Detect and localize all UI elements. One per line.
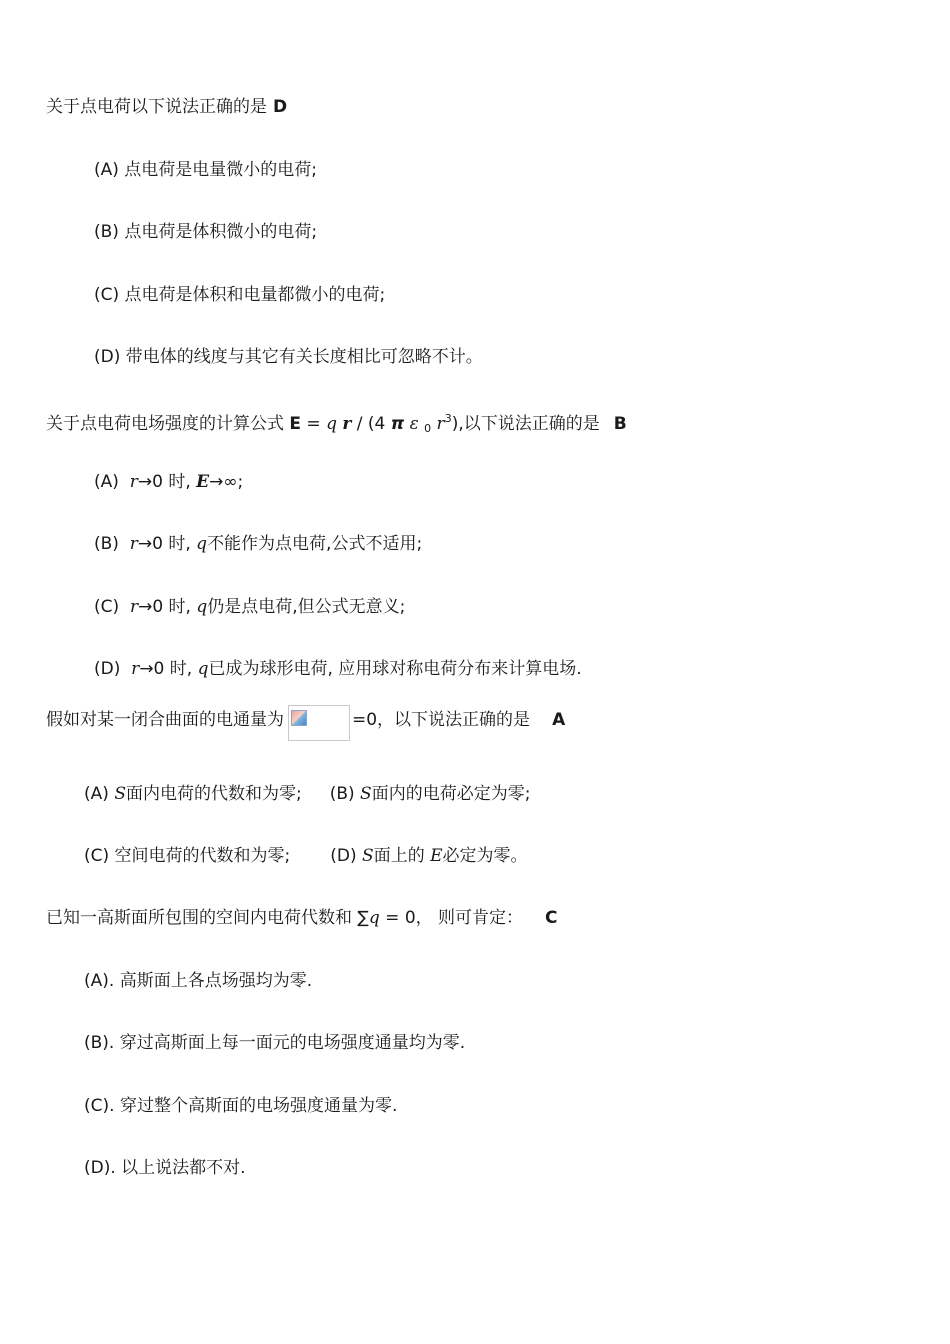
question-3-option-a: (A) S面内电荷的代数和为零; [84,784,302,804]
question-1-option-b: (B) 点电荷是体积微小的电荷; [94,222,318,242]
question-3-option-c: (C) 空间电荷的代数和为零; [84,846,291,866]
question-2-option-d: (D) r→0 时, q已成为球形电荷, 应用球对称电荷分布来计算电场. [94,659,582,679]
question-3-options-row-1 [84,783,530,805]
question-4-prefix: 已知一高斯面所包围的空间内电荷代数和 [46,908,352,928]
question-4-suffix: = 0， 则可肯定： [385,908,524,928]
formula: E = q r / (4 π ε $_0$ $r^3$) [289,412,459,435]
question-3-option-d: (D) S面上的 E必定为零。 [330,846,528,866]
question-2-option-c: (C) r→0 时, q仍是点电荷,但公式无意义; [94,597,406,617]
broken-image-icon [291,710,307,726]
question-4-option-b: (B). 穿过高斯面上每一面元的电场强度通量均为零. [84,1033,466,1053]
question-4-option-c: (C). 穿过整个高斯面的电场强度通量为零. [84,1096,398,1116]
question-1-option-d: (D) 带电体的线度与其它有关长度相比可忽略不计。 [94,347,483,367]
question-1-stem [46,96,287,118]
question-3-options-row-2 [84,845,528,867]
question-1-answer: D [273,97,288,117]
question-1-option-a: (A) 点电荷是电量微小的电荷; [94,160,318,180]
question-2-suffix: ,以下说法正确的是 [458,414,600,434]
question-3-prefix: 假如对某一闭合曲面的电通量为 [46,710,284,730]
question-4-stem: 已知一高斯面所包围的空间内电荷代数和 ∑q = 0， 则可肯定： C [46,908,558,928]
question-2-prefix: 关于点电荷电场强度的计算公式 [46,414,284,434]
flux-formula-image [288,705,350,741]
question-2-answer: B [613,414,627,434]
question-3-suffix: =0，以下说法正确的是 [352,710,531,730]
question-3-answer: A [552,710,566,730]
sum-symbol: ∑ [357,908,369,928]
question-1-option-c: (C) 点电荷是体积和电量都微小的电荷; [94,285,386,305]
question-3-option-b: (B) S面内的电荷必定为零; [329,784,531,804]
question-4-answer: C [545,908,558,928]
question-3-stem [46,709,565,745]
question-4-option-a: (A). 高斯面上各点场强均为零. [84,971,313,991]
question-2-option-b: (B) r→0 时, q不能作为点电荷,公式不适用; [94,534,423,554]
question-2-option-a: (A) r→0 时, E→∞; [94,472,244,492]
question-1-text: 关于点电荷以下说法正确的是 [46,97,267,117]
question-2-stem [46,408,627,440]
question-4-option-d: (D). 以上说法都不对. [84,1158,246,1178]
